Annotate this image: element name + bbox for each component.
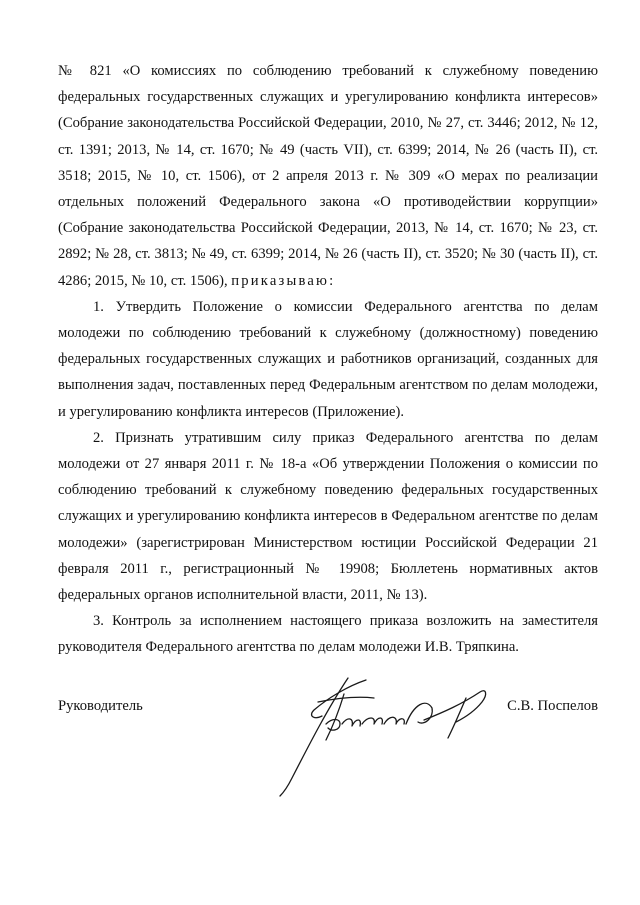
signatory-name: С.В. Поспелов <box>507 698 598 714</box>
document-body <box>58 58 598 661</box>
intro-text: № 821 «О комиссиях по соблюдению требований к служебному поведению федеральных государственных служащих и урегулированию конфликта интересов» (Собрание законодательства Российской Федерации, 2010, № 27, ст. 3446; 2012, № 12, ст. 1391; 2013, № 14, ст. 1670; № 49 (часть VII), ст. 6399; 2014, № 26 (часть II), ст. 3518; 2015, № 10, ст. 1506), от 2 апреля 2013 г. № 309 «О мерах по реализации отдельных положений Федерального закона «О противодействии коррупции» (Собрание законодательства Российской Федерации, 2013, № 14, ст. 1670; № 23, ст. 2892; № 28, ст. 3813; № 49, ст. 6399; 2014, № 26 (часть II), ст. 3520; № 30 (часть II), ст. 4286; 2015, № 10, ст. 1506), <box>58 63 598 289</box>
handwritten-signature <box>248 668 508 808</box>
item-2-paragraph: 2. Признать утратившим силу приказ Федерального агентства по делам молодежи от 27 января 2011 г. № 18-а «Об утверждении Положения о комиссии по соблюдению требований к служебному поведению федеральных государственных служащих и урегулированию конфликта интересов в Федеральном агентстве по делам молодежи» (зарегистрирован Министерством юстиции Российской Федерации 21 февраля 2011 г., регистрационный № 19908; Бюллетень нормативных актов федеральных органов исполнительной власти, 2011, № 13). <box>58 429 598 604</box>
order-word-suffix: : <box>329 272 334 289</box>
order-word: приказываю <box>231 272 330 289</box>
item-1-paragraph: 1. Утвердить Положение о комиссии Федерального агентства по делам молодежи по соблюдению требований к служебному (должностному) поведению федеральных государственных служащих и работников организаций, созданных для выполнения задач, поставленных перед Федеральным агентством по делам молодежи, и урегулированию конфликта интересов (Приложение). <box>58 298 598 420</box>
signature-block <box>58 698 598 798</box>
item-3-paragraph: 3. Контроль за исполнением настоящего приказа возложить на заместителя руководителя Федерального агентства по делам молодежи И.В. Тряпкина. <box>58 613 598 656</box>
intro-paragraph <box>58 58 598 294</box>
signatory-title: Руководитель <box>58 698 143 714</box>
